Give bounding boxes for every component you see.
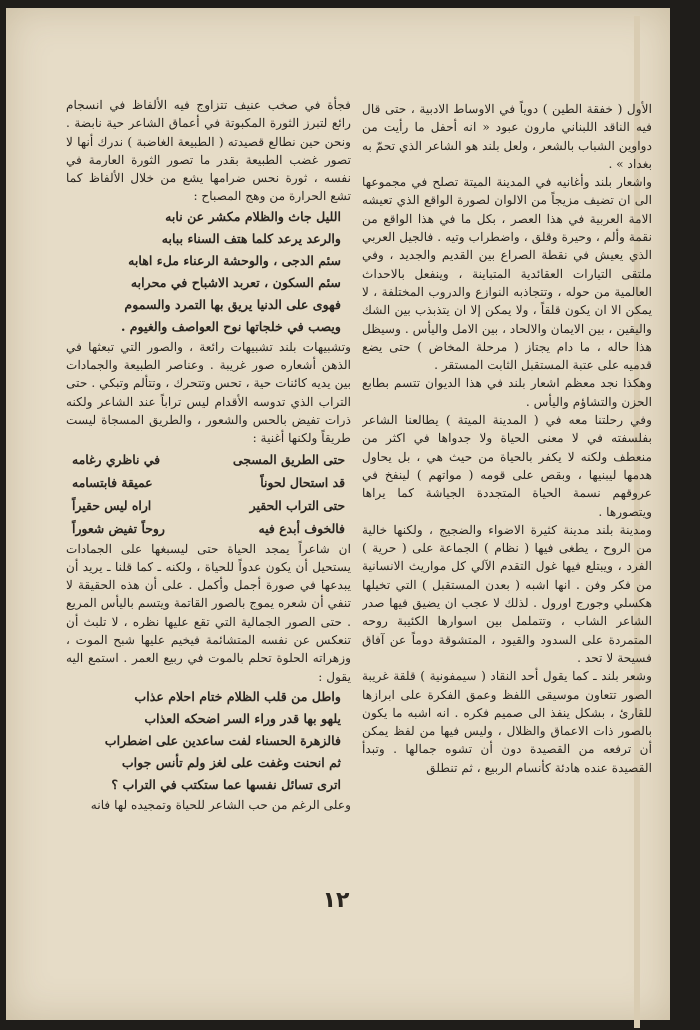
paragraph: الأول ( خفقة الطين ) دوياً في الاوساط الادبية ، حتى قال فيه الناقد اللبناني مارون عبود « انه أحفل ما رأيت من دواوين الشباب بالشعر ، ولعل بلند هو الشاعر الذي تحمّ به بغداد » .: [362, 102, 652, 171]
verse-line: ويصب في خلجاتها نوح العواصف والغيوم .: [120, 318, 341, 334]
left-column: [66, 96, 351, 908]
hemistich: حتى الطريق المسجى: [232, 451, 345, 467]
paragraph: وهكذا نجد معظم اشعار بلند في هذا الديوان تتسم بطابع الحزن والتشاؤم واليأس .: [362, 376, 652, 409]
verse-line: الليل جاث والظلام مكشر عن نابه: [165, 208, 341, 224]
hemistich: قد استحال لحوناً: [260, 474, 345, 490]
poem-verse-1: [66, 206, 351, 338]
paragraph-intro: فجأة في صخب عنيف تتزاوج فيه الألفاظ في انسجام رائع لتبرز الثورة المكبوتة في أعماق الشاعر حية نابضة . ونحن حين نطالع قصيدته ( الطبيعة الغاضبة ) ندرك أنها لا تصور غضب الطبيعة بقدر ما تصور الثورة العارمة في نفسه ، ثورة نحس ضرامها يشع من خلال الألفاظ كما تشع الحرارة من وهج المصباح :: [66, 98, 351, 204]
verse-line: سئم السكون ، تعربد الاشباح في محرابه: [130, 274, 341, 290]
paragraph: ومدينة بلند مدينة كثيرة الاضواء والضجيج ، ولكنها خالية من الروح ، يطغى فيها ( نظام ) الجماعة على ( حرية ) الفرد ، ويبتلع فيها غول التقدم الآلي كل مواريث الانسانية من فكر وفن . انها اشبه ( بعدن المستقبل ) التي تخيلها هكسلي وجورج اورول . لذلك لا عجب ان يضيق فيها صدر الشاعر الشاب ، وتتململ بين اسوارها الكئيبة روحه المتمردة على السدود والقيود ، المتشوقة دوماً عن آفاق فسيحة لا تحد .: [362, 522, 652, 665]
hemistich: في ناظري رغامه: [72, 451, 161, 467]
verse-line: واطل من قلب الظلام ختام احلام عذاب: [134, 688, 341, 704]
hemistich: فالخوف أبدع فيه: [258, 520, 345, 536]
verse-line: سئم الدجى ، والوحشة الرعناء ملء اهابه: [128, 252, 341, 268]
verse-line: اترى تسائل نفسها عما ستكتب في التراب ؟: [111, 776, 341, 792]
hemistich: روحاً تفيض شعوراً: [72, 520, 165, 536]
paragraph-middle: وتشبيهات بلند تشبيهات رائعة ، والصور التي تبعثها في الذهن أشعاره صور غريبة . وعناصر الطبيعة والجمادات بين يديه كائنات حية ، تحس وتتحرك ، وتتألم وتبكي . حتى التراب الذي تدوسه الأقدام ليس تراباً عند الشاعر ولكنه ذرات تفيض بالحس والشعور ، والطريق المسجاة ليست طريقاً ولكنها أغنية :: [66, 339, 351, 446]
poem-couplets: [66, 448, 351, 540]
hemistich: حتى التراب الحقير: [249, 497, 345, 513]
paragraph: واشعار بلند وأغانيه في المدينة الميتة تصلح في مجموعها الى ان تضيف مزيجاً من الالوان لصورة الواقع الذي تعيشه الامة العربية في هذا العصر ، بكل ما في هذا الواقع من نقمة وألم ، وحيرة وقلق ، واضطراب وتيه . فالجيل العربي الذي يعيش في نقطة الصراع بين القديم والجديد ، وفي ملتقى التيارات العقائدية المتباينة ، وينفعل بالاحداث العالمية من حوله ، وتتجاذبه النوازع والدروب المختلفة ، لا يمكن الا ان يكون قلقاً ، ولا يمكن إلا ان يتذبذب بين الشك واليقين ، بين الايمان والالحاد ، بين الامل واليأس . وسيظل هذا حاله ، ما دام يجتاز ( مرحلة المخاض ) حتى يضع قدميه على عتبة المستقبل الثابت المستقر .: [362, 175, 652, 373]
verse-line: ثم انحنت وغفت على لغز ولم تأنس جواب: [121, 754, 341, 770]
verse-line: فهوى على الدنيا يريق بها التمرد والسموم: [124, 296, 341, 312]
scanned-page: [6, 8, 670, 1020]
couplet: [66, 517, 351, 540]
paragraph: وشعر بلند ـ كما يقول أحد النقاد ( سيمفونية ) قلقة غريبة الصور تتعاون موسيقى اللفظ وعمق الفكرة على ابرازها للقارئ ، بشكل ينفذ الى صميم فكره . انه اشبه ما يكون بالصور ذات الاعماق والظلال ، وليس فيها من لفظ يمكن أن ترفعه من القصيدة دون أن تشوه جمالها . وتبدأ القصيدة عنده هادئة كأنسام الربيع ، ثم تنطلق: [362, 669, 652, 775]
couplet: [66, 448, 351, 471]
hemistich: عميقة فابتسامه: [72, 474, 153, 490]
right-column: [362, 100, 652, 908]
verse-line: يلهو بها قدر وراء السر اضحكه العذاب: [144, 710, 341, 726]
couplet: [66, 494, 351, 517]
paragraph-after: ان شاعراً يمجد الحياة حتى ليسبغها على الجمادات يستحيل أن يكون عدواً للحياة ، ولكنه ـ كما قلنا ـ يريد أن يبدعها في صورة أجمل وأكمل . على أن هذه الحقيقة لا تنفي أن شعره يموج بالصور القاتمة ويتسم باليأس المريع . حتى الصور الجمالية التي تقع عليها نظره ، لا تلبث أن تنعكس عن نفسه المتشائمة فيخيم عليها شبح الموت ، وزهراته الحلوة تحلم بالموت في ربيع العمر . استمع اليه يقول :: [66, 541, 351, 684]
paragraph-closing: وعلى الرغم من حب الشاعر للحياة وتمجيده لها فانه: [90, 797, 351, 812]
hemistich: اراه ليس حقيراً: [72, 497, 152, 513]
page-number: ١٢: [322, 888, 350, 913]
paragraph: وفي رحلتنا معه في ( المدينة الميتة ) يطالعنا الشاعر بفلسفته في لا معنى الحياة ولا جدواها في اكثر من منعطف ولكنه لا يكفر بالحياة من حيث هي ، بل يحاول هدمها ليبنيها ، وبقص على قومه ( مواتهم ) لينفخ في عروقهم نسمة الحياة المتجددة الجياشة كما يراها ويتصورها .: [362, 413, 652, 519]
verse-line: والرعد يرعد كلما هتف السناء ببابه: [161, 230, 341, 246]
poem-verse-2: [66, 686, 351, 796]
verse-line: فالزهرة الحسناء لفت ساعدين على اضطراب: [104, 732, 341, 748]
couplet: [66, 471, 351, 494]
